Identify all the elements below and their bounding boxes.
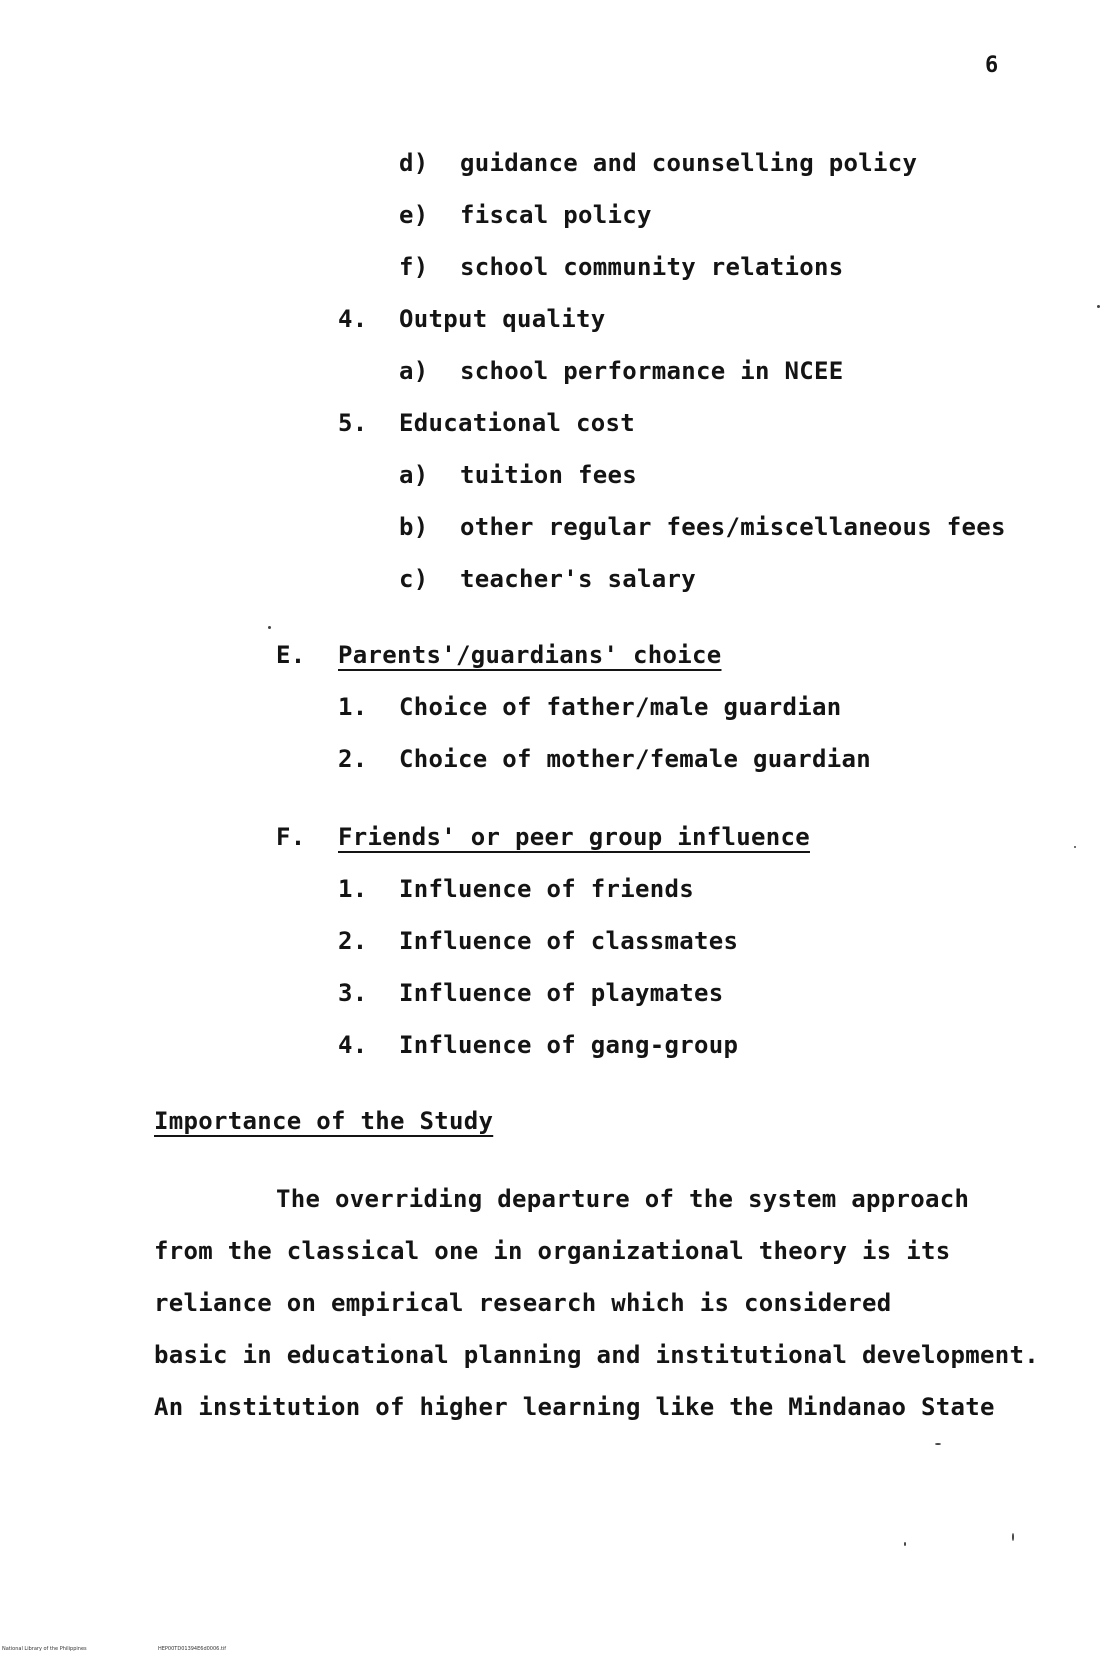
paragraph-line: An institution of higher learning like the Mindanao State [154, 1393, 995, 1421]
section-marker: E. [276, 641, 306, 669]
outline-marker: 4. [338, 1031, 368, 1059]
outline-item: Influence of friends [399, 875, 694, 903]
outline-marker: a) [399, 357, 429, 385]
outline-marker: 1. [338, 693, 368, 721]
paragraph-line: basic in educational planning and institutional development. [154, 1341, 1039, 1369]
outline-item: other regular fees/miscellaneous fees [460, 513, 1006, 541]
section-marker: F. [276, 823, 306, 851]
outline-item: guidance and counselling policy [460, 149, 918, 177]
footer-file-id: HEP00TD01394E6d0006.tif [158, 1646, 227, 1652]
outline-item: fiscal policy [460, 201, 652, 229]
outline-marker: d) [399, 149, 429, 177]
paragraph-line: reliance on empirical research which is considered [154, 1289, 892, 1317]
scan-speck [935, 1443, 941, 1445]
section-title: Parents'/guardians' choice [338, 641, 722, 669]
outline-marker: 2. [338, 745, 368, 773]
outline-marker: e) [399, 201, 429, 229]
outline-item: Influence of gang-group [399, 1031, 739, 1059]
outline-item: Influence of playmates [399, 979, 724, 1007]
outline-marker: 2. [338, 927, 368, 955]
outline-item: school community relations [460, 253, 844, 281]
paragraph-line: from the classical one in organizational theory is its [154, 1237, 951, 1265]
outline-marker: 1. [338, 875, 368, 903]
outline-item: Choice of father/male guardian [399, 693, 842, 721]
outline-marker: a) [399, 461, 429, 489]
outline-marker: 3. [338, 979, 368, 1007]
footer-library-stamp: National Library of the Philippines [2, 1646, 87, 1652]
outline-item: school performance in NCEE [460, 357, 844, 385]
outline-marker: b) [399, 513, 429, 541]
page-number: 6 [985, 53, 999, 78]
outline-item: Choice of mother/female guardian [399, 745, 871, 773]
scan-speck [904, 1542, 906, 1546]
scan-speck [268, 626, 271, 629]
outline-item: Educational cost [399, 409, 635, 437]
outline-marker: 5. [338, 409, 368, 437]
outline-marker: 4. [338, 305, 368, 333]
outline-item: Influence of classmates [399, 927, 739, 955]
scan-speck [1012, 1533, 1014, 1541]
outline-item: tuition fees [460, 461, 637, 489]
section-heading: Importance of the Study [154, 1107, 494, 1135]
paragraph-line: The overriding departure of the system approach [276, 1185, 970, 1213]
scan-speck [1097, 305, 1100, 308]
outline-item: Output quality [399, 305, 606, 333]
outline-item: teacher's salary [460, 565, 696, 593]
section-title: Friends' or peer group influence [338, 823, 810, 851]
outline-marker: f) [399, 253, 429, 281]
outline-marker: c) [399, 565, 429, 593]
scan-speck [1074, 846, 1076, 848]
